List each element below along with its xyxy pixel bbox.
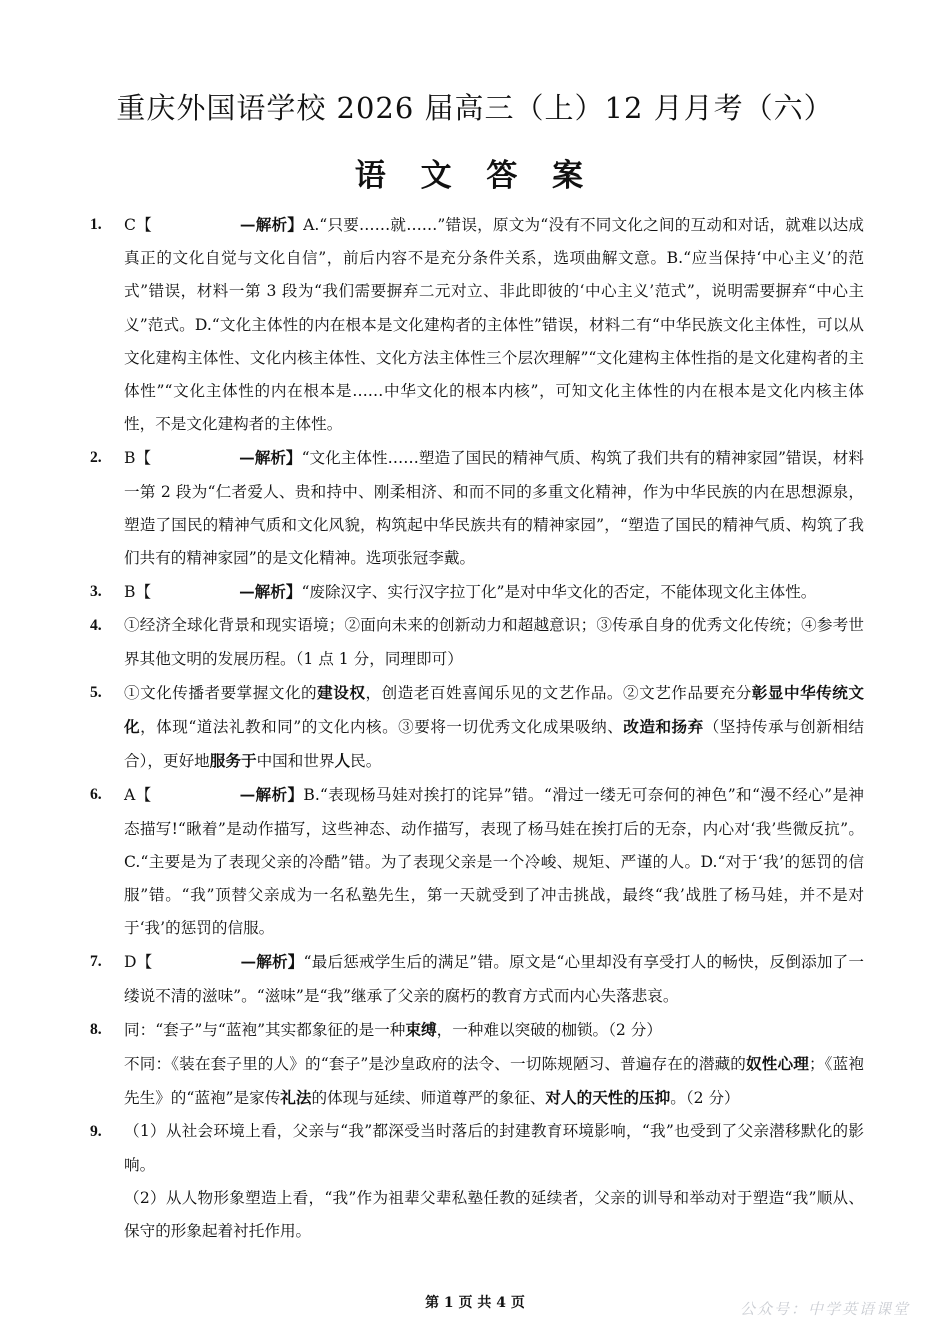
page-title: 重庆外国语学校 2026 届高三（上）12 月月考（六）	[116, 91, 834, 125]
key-term: 对人的天性的压抑	[545, 1088, 671, 1108]
analysis-text: B.“表现杨马娃对挨打的诧异”错。“滑过一缕无可奈何的神色”和“漫不经心”是神态描写!“瞅着”是动作描写，这些神态、动作描写，表现了杨马娃在挨打后的无奈，内心对‘我’些微反抗”。C.“主要是为了表现父亲的冷酷”错。为了表现父亲是一个冷峻、规矩、严谨的人。D.“对于‘我’的惩罚的信服”错。“我”顶替父亲成为一名私塾先生，第一天就受到了冲击挑战，最终“我’战胜了杨马娃，并不是对于‘我’的惩罚的信服。	[124, 786, 864, 938]
analysis-text: A.“只要……就……”错误，原文为“没有不同文化之间的互动和对话，就难以达成真正的文化自觉与文化自信”，前后内容不是充分条件关系，选项曲解文意。B.“应当保持‘中心主义’的范式”错误，材料一第 3 段为“我们需要摒弃二元对立、非此即彼的‘中心主义’范式”，说明需要摒弃“中心主义”范式。D.“文化主体性的内在根本是文化建构者的主体性”错误，材料二有“中华民族文化主体性，可以从文化建构主体性、文化内核主体性、文化方法主体性三个层次理解”“文化建构主体性指的是文化建构者的主体性”“文化主体性的内在根本是……中华文化的根本内核”，可知文化主体性的内在根本是文化内核主体性，不是文化建构者的主体性。	[124, 216, 864, 434]
item-number: 2.	[90, 449, 102, 467]
answer-choice: D【	[124, 953, 153, 972]
answer-item-7	[88, 945, 864, 1012]
answer-text: ①文化传播者要掌握文化的	[124, 683, 318, 702]
key-term: 改造和扬弃	[623, 717, 704, 737]
item-number: 8.	[90, 1020, 102, 1038]
item-number: 7.	[90, 953, 102, 971]
key-term: 建设权	[317, 682, 366, 702]
answer-text: （坚持传承与创新相结合），更好地	[124, 718, 864, 771]
page-number: 第 1 页 共 4 页	[425, 1295, 525, 1311]
key-term: 奴性心理	[746, 1054, 809, 1074]
answer-item-4	[88, 609, 864, 675]
page-subtitle: 语 文 答 案	[354, 158, 596, 194]
item-number: 3.	[90, 583, 102, 601]
answer-text: 。（2 分）	[670, 1089, 740, 1108]
answer-text: （2）从人物形象塑造上看，“我”作为祖辈父辈私塾任教的延续者，父亲的训导和举动对于塑造“我”顺从、保守的形象起着衬托作用。	[124, 1188, 864, 1241]
answer-item-8	[88, 1013, 864, 1116]
analysis-label: —解析】	[240, 952, 304, 972]
analysis-text: “文化主体性……塑造了国民的精神气质、构筑了我们共有的精神家园”错误，材料一第 2 段为“仁者爱人、贵和持中、刚柔相济、和而不同的多重文化精神，作为中华民族的内在思想源泉，塑造了国民的精神气质和文化风貌，构筑起中华民族共有的精神家园”，“塑造了国民的精神气质、构筑了我们共有的精神家园”的是文化精神。选项张冠李戴。	[124, 449, 864, 568]
analysis-label: —解析】	[239, 215, 304, 234]
analysis-label: —解析】	[239, 785, 304, 805]
key-term: 礼法	[280, 1088, 312, 1108]
watermark: 公众号：中学英语课堂	[739, 1300, 910, 1318]
item-number: 1.	[90, 216, 102, 233]
answer-text: 中国和世界	[256, 752, 335, 771]
answer-item-2	[88, 441, 864, 575]
answer-list	[88, 208, 864, 1248]
key-term: 束缚	[405, 1019, 437, 1039]
answer-text: ，一种难以突破的枷锁。（2 分）	[436, 1020, 662, 1039]
answer-item-6	[88, 778, 864, 945]
answer-text: ；《蓝袍先生》的“蓝袍”是家传	[124, 1055, 864, 1108]
answer-text: 不同：《装在套子里的人》的“套子”是沙皇政府的法令、一切陈规陋习、普遍存在的潜藏的	[124, 1055, 747, 1074]
analysis-label: —解析】	[239, 448, 302, 468]
item-number: 5.	[90, 683, 102, 701]
answer-text: 同：“套子”与“蓝袍”其实都象征的是一种	[124, 1020, 406, 1039]
answer-choice: A【	[124, 786, 152, 805]
answer-item-1	[88, 208, 864, 441]
item-number: 4.	[90, 617, 102, 635]
answer-choice: C【	[124, 216, 152, 234]
answer-item-3	[88, 575, 864, 609]
analysis-text: “废除汉字、实行汉字拉丁化”是对中华文化的否定，不能体现文化主体性。	[301, 583, 817, 602]
analysis-text: “最后惩戒学生后的满足”错。原文是“心里却没有享受打人的畅快，反倒添加了一缕说不清的滋味”。“滋味”是“我”继承了父亲的腐朽的教育方式而内心失落悲哀。	[124, 953, 864, 1005]
answer-item-9	[88, 1115, 864, 1248]
answer-text: 民。	[350, 752, 382, 771]
answer-choice: B【	[124, 583, 152, 602]
answer-text: ，体现“道法礼教和同”的文化内核。③要将一切优秀文化成果吸纳、	[140, 718, 624, 737]
key-term: 人	[334, 751, 351, 771]
analysis-label: —解析】	[239, 582, 302, 602]
item-number: 6.	[90, 786, 102, 804]
answer-choice: B【	[124, 449, 152, 468]
answer-text: （1）从社会环境上看，父亲与“我”都深受当时落后的封建教育环境影响，“我”也受到了父亲潜移默化的影响。	[124, 1122, 864, 1174]
answer-item-5	[88, 676, 864, 779]
answer-text: 的体现与延续、师道尊严的象征、	[311, 1089, 546, 1108]
key-term: 彰显中华传统文化	[124, 682, 864, 737]
key-term: 服务于	[209, 751, 257, 771]
answer-text: ①经济全球化背景和现实语境；②面向未来的创新动力和超越意识；③传承自身的优秀文化传统；④参考世界其他文明的发展历程。（1 点 1 分，同理即可）	[124, 616, 864, 668]
item-number: 9.	[90, 1123, 102, 1141]
answer-text: ，创造老百姓喜闻乐见的文艺作品。②文艺作品要充分	[365, 683, 752, 702]
